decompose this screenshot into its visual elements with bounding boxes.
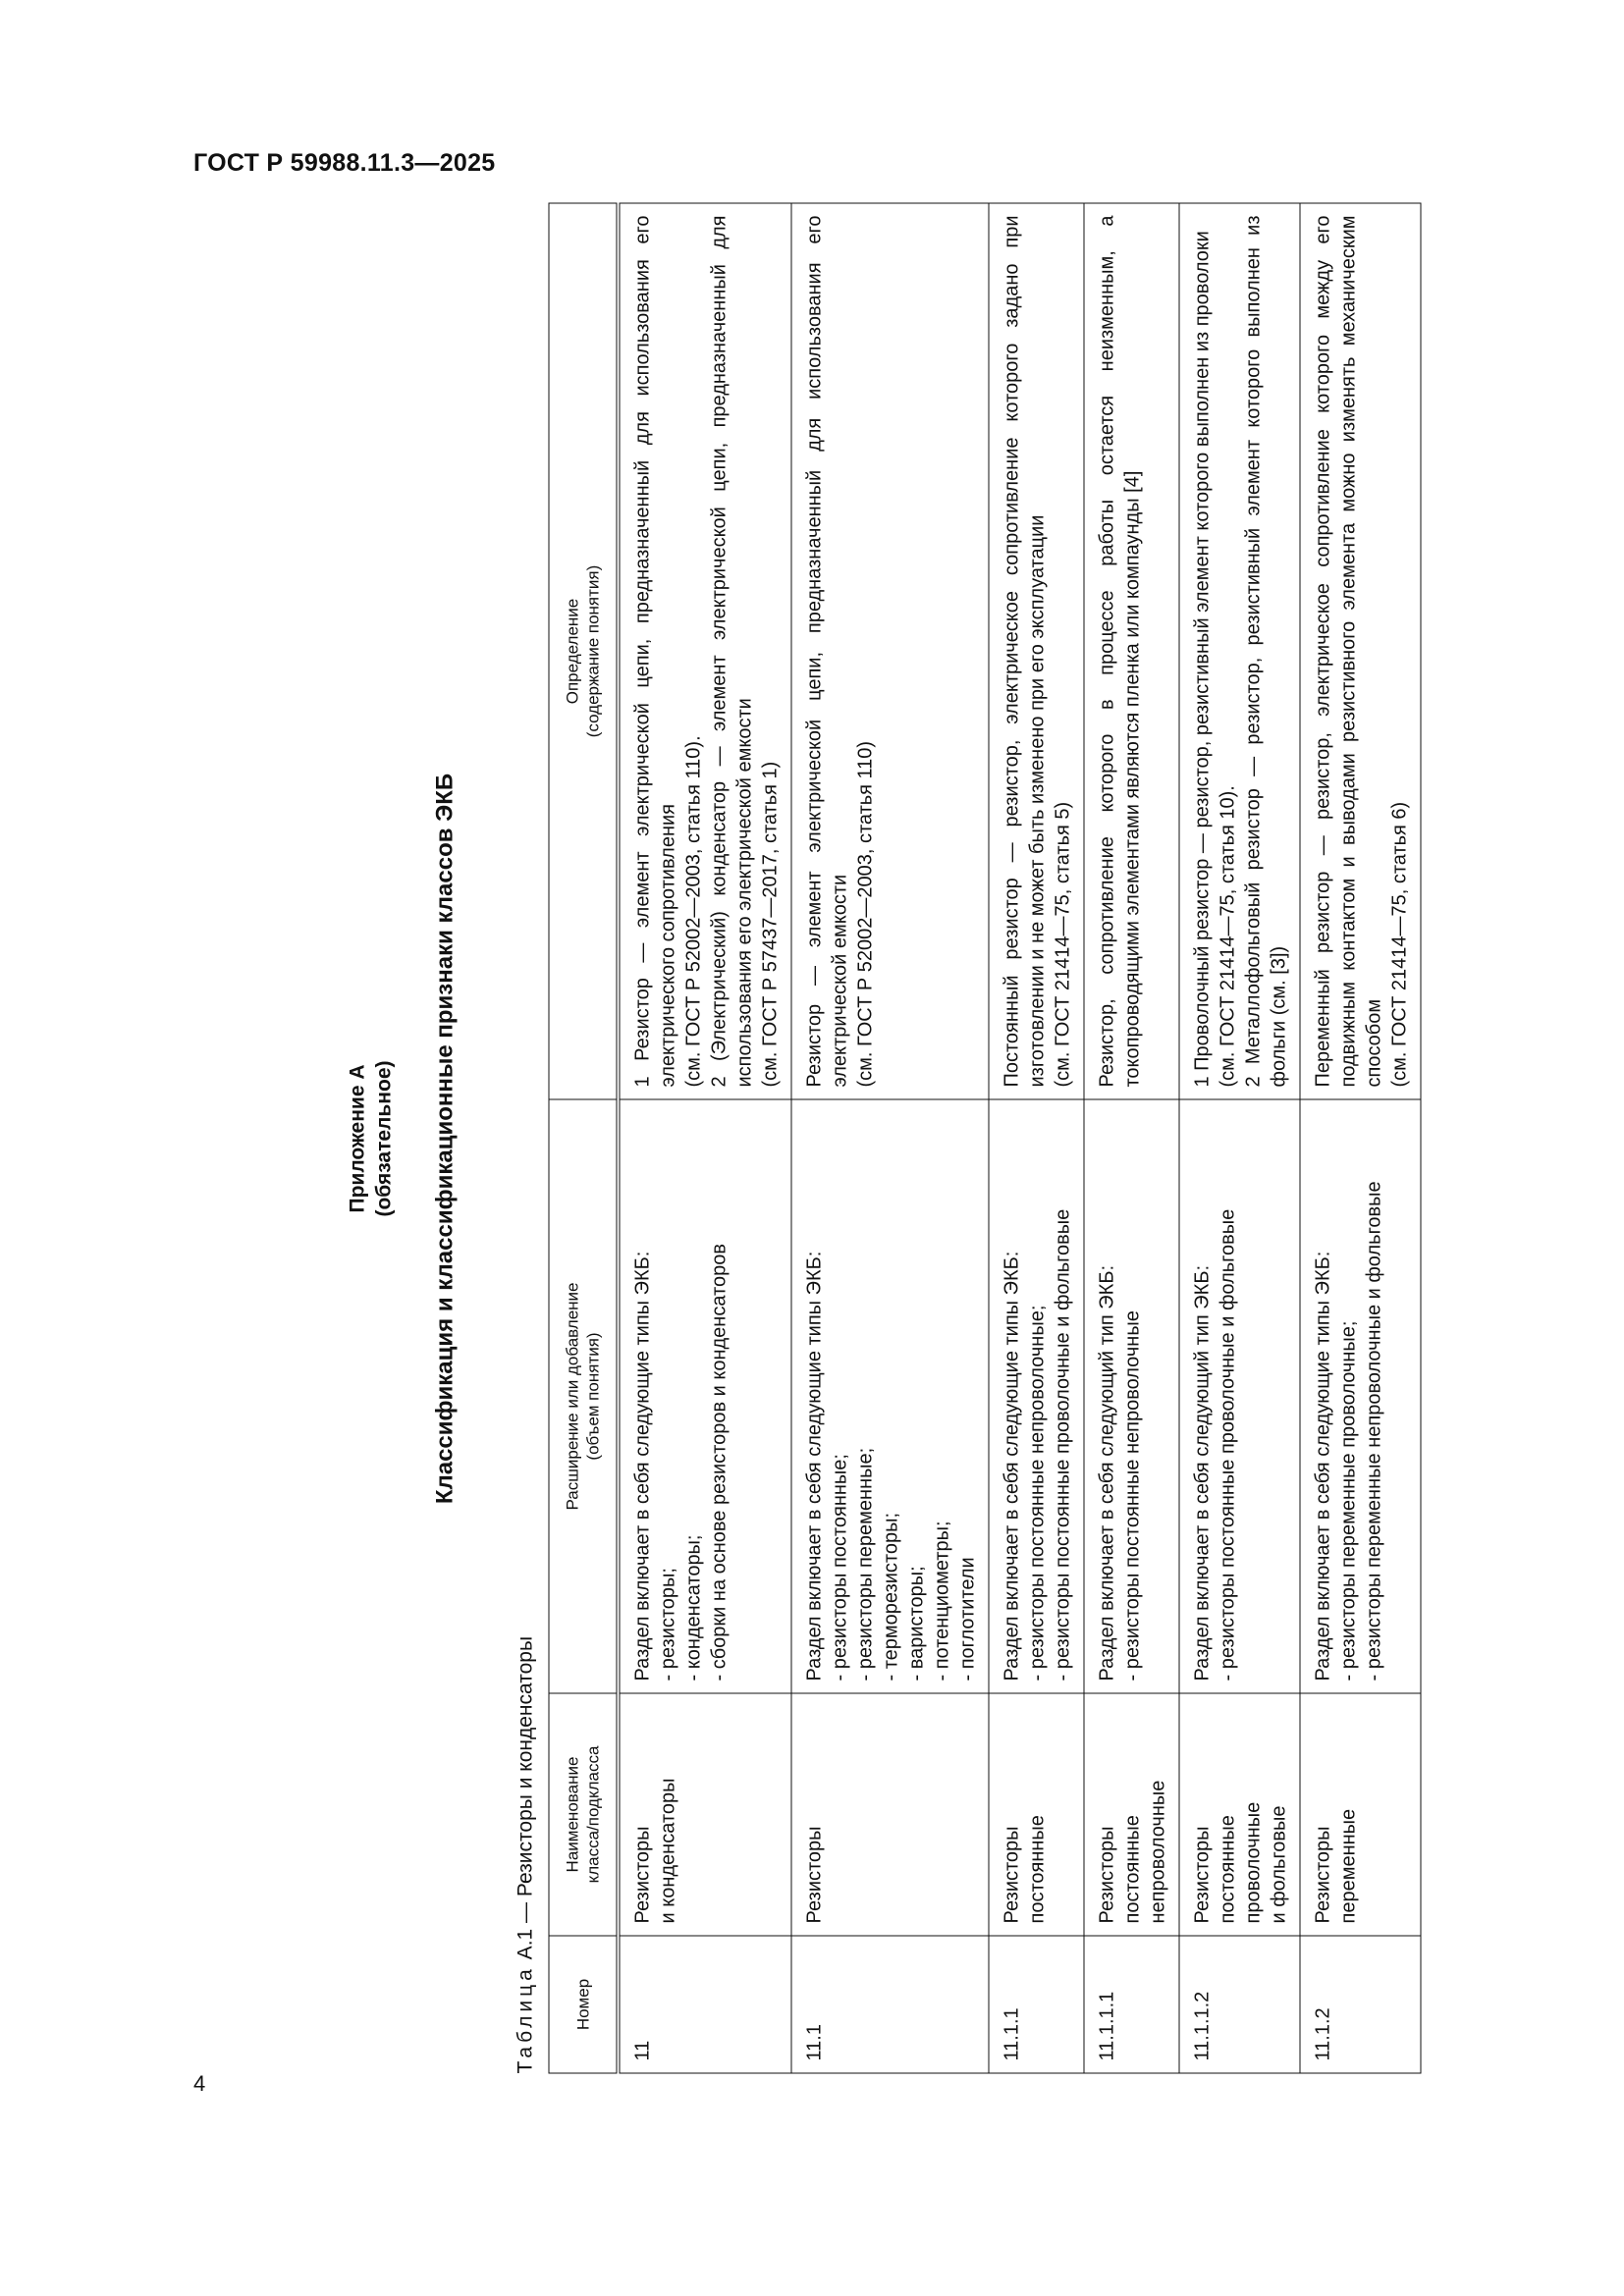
cell-definition — [1084, 203, 1179, 1099]
table-caption — [514, 1636, 537, 2074]
cell-number — [1084, 1936, 1179, 2073]
annex-title: Классификация и классификационные признаки классов ЭКБ — [431, 773, 458, 1505]
header-extension — [549, 1099, 619, 1693]
row-number: 11.1.2 — [1312, 2007, 1333, 2061]
row-number: 11 — [631, 2040, 653, 2061]
extension-line: Раздел включает в себя следующие типы ЭКБ: — [1001, 1251, 1022, 1682]
cell-extension — [618, 1099, 791, 1693]
class-name-line: Резисторы — [803, 1826, 825, 1924]
definition-line: 2 Металлофольговый резистор — резистор, резистивный элемент которого выполнен из фольги (см. [3]) — [1242, 215, 1289, 1088]
rotated-content — [344, 204, 1434, 2074]
definition-line: (см. ГОСТ Р 52002—2003, статья 110). — [682, 735, 704, 1088]
cell-number — [618, 1936, 791, 2073]
class-name-line: постоянные — [1026, 1815, 1048, 1924]
header-definition-line: (содержание понятия) — [583, 564, 602, 738]
class-name-line: и конденсаторы — [657, 1778, 678, 1924]
class-name-line: постоянные — [1121, 1815, 1143, 1924]
extension-line: - терморезисторы; — [880, 1512, 901, 1682]
row-number: 11.1.1 — [1001, 2007, 1022, 2061]
extension-line: - поглотители — [956, 1557, 978, 1682]
table-row — [791, 203, 989, 2073]
cell-number — [1179, 1936, 1300, 2073]
extension-line: - потенциометры; — [931, 1521, 952, 1682]
extension-line: - варисторы; — [905, 1566, 927, 1682]
cell-extension — [989, 1099, 1084, 1693]
row-number: 11.1.1.1 — [1096, 1991, 1117, 2061]
appendix-subtitle: (обязательное) — [372, 1060, 395, 1217]
header-extension-line: Расширение или добавление — [563, 1282, 581, 1511]
extension-line: - резисторы постоянные проволочные и фольговые — [1052, 1208, 1073, 1682]
extension-line: Раздел включает в себя следующий тип ЭКБ: — [1191, 1265, 1213, 1682]
table-header-row — [549, 203, 619, 2073]
header-name — [549, 1693, 619, 1936]
extension-line: - сборки на основе резисторов и конденсаторов — [708, 1244, 730, 1682]
cell-definition — [989, 203, 1084, 1099]
class-name-line: и фольговые — [1268, 1805, 1289, 1924]
document-code: ГОСТ Р 59988.11.3—2025 — [193, 149, 496, 177]
extension-line: - резисторы переменные проволочные; — [1337, 1320, 1359, 1682]
cell-extension — [1179, 1099, 1300, 1693]
header-name-line: класса/подкласса — [583, 1745, 602, 1884]
class-name-line: Резисторы — [1312, 1826, 1333, 1924]
class-name-line: проволочные — [1242, 1801, 1264, 1924]
header-definition — [549, 203, 619, 1099]
definition-line: (см. ГОСТ Р 57437—2017, статья 1) — [759, 761, 781, 1088]
extension-line: - резисторы постоянные проволочные и фольговые — [1217, 1208, 1238, 1682]
definition-line: 1 Проволочный резистор — резистор, резистивный элемент которого выполнен из проволоки — [1191, 231, 1213, 1088]
header-extension-line: (объем понятия) — [583, 1332, 602, 1461]
definition-line: 1 Резистор — элемент электрической цепи, предназначенный для использования его электрического сопротивления — [631, 215, 678, 1088]
appendix-heading — [344, 204, 397, 2074]
definition-line: 2 (Электрический) конденсатор — элемент электрической цепи, предназначенный для использования его электрической емкости — [708, 215, 755, 1088]
extension-line: Раздел включает в себя следующий тип ЭКБ: — [1096, 1265, 1117, 1682]
header-number — [549, 1936, 619, 2073]
class-name-line: Резисторы — [1191, 1826, 1213, 1924]
table-row — [1179, 203, 1300, 2073]
cell-class-name — [1300, 1693, 1421, 1936]
table-caption-prefix: Таблица — [514, 1965, 536, 2074]
cell-definition — [618, 203, 791, 1099]
cell-number — [1300, 1936, 1421, 2073]
header-name-line: Наименование — [563, 1756, 581, 1873]
row-number: 11.1.1.2 — [1191, 1991, 1213, 2061]
class-name-line: Резисторы — [631, 1826, 653, 1924]
classification-table — [548, 203, 1421, 2074]
cell-extension — [1300, 1099, 1421, 1693]
cell-class-name — [989, 1693, 1084, 1936]
header-number-text: Номер — [572, 1978, 592, 2031]
class-name-line: постоянные — [1217, 1815, 1238, 1924]
definition-line: (см. ГОСТ Р 52002—2003, статья 110) — [854, 740, 876, 1088]
extension-line: - резисторы постоянные непроволочные — [1121, 1310, 1143, 1682]
extension-line: - резисторы переменные; — [854, 1447, 876, 1682]
extension-line: - резисторы; — [657, 1568, 678, 1682]
extension-line: - резисторы постоянные; — [829, 1454, 850, 1682]
extension-line: Раздел включает в себя следующие типы ЭКБ: — [631, 1251, 653, 1682]
cell-number — [989, 1936, 1084, 2073]
table-caption-label: А.1 — Резисторы и конденсаторы — [514, 1635, 536, 1960]
cell-class-name — [1084, 1693, 1179, 1936]
cell-extension — [791, 1099, 989, 1693]
cell-class-name — [618, 1693, 791, 1936]
appendix-title: Приложение А — [346, 1064, 368, 1213]
extension-line: Раздел включает в себя следующие типы ЭКБ: — [1312, 1251, 1333, 1682]
table-row — [1300, 203, 1421, 2073]
extension-line: - резисторы переменные непроволочные и фольговые — [1363, 1181, 1384, 1682]
table-row — [989, 203, 1084, 2073]
definition-line: (см. ГОСТ 21414—75, статья 10). — [1217, 785, 1238, 1088]
class-name-line: Резисторы — [1096, 1826, 1117, 1924]
definition-line: Резистор — элемент электрической цепи, предназначенный для использования его электрической емкости — [803, 215, 850, 1088]
table-row — [618, 203, 791, 2073]
cell-extension — [1084, 1099, 1179, 1693]
class-name-line: Резисторы — [1001, 1826, 1022, 1924]
extension-line: Раздел включает в себя следующие типы ЭКБ: — [803, 1251, 825, 1682]
cell-definition — [1179, 203, 1300, 1099]
cell-definition — [1300, 203, 1421, 1099]
cell-class-name — [791, 1693, 989, 1936]
page-number: 4 — [193, 2071, 206, 2096]
extension-line: - конденсаторы; — [682, 1534, 704, 1682]
definition-line: Переменный резистор — резистор, электрическое сопротивление которого между его подвижным контактом и выводами резистивного элемента можно изменять механическим способом — [1312, 215, 1384, 1088]
header-definition-line: Определение — [563, 598, 581, 705]
table-body — [618, 203, 1421, 2073]
class-name-line: переменные — [1337, 1808, 1359, 1924]
table-row — [1084, 203, 1179, 2073]
definition-line: (см. ГОСТ 21414—75, статья 6) — [1388, 801, 1410, 1088]
row-number: 11.1 — [803, 2024, 825, 2061]
cell-class-name — [1179, 1693, 1300, 1936]
definition-line: Резистор, сопротивление которого в процессе работы остается неизменным, а токопроводящими элементами являются пленка или компаунды [4] — [1096, 215, 1143, 1088]
class-name-line: непроволочные — [1147, 1780, 1168, 1924]
extension-line: - резисторы постоянные непроволочные; — [1026, 1305, 1048, 1682]
cell-number — [791, 1936, 989, 2073]
cell-definition — [791, 203, 989, 1099]
definition-line: (см. ГОСТ 21414—75, статья 5) — [1052, 801, 1073, 1088]
definition-line: Постоянный резистор — резистор, электрическое сопротивление которого задано при изготовлении и не может быть изменено при его эксплуатации — [1001, 215, 1048, 1088]
